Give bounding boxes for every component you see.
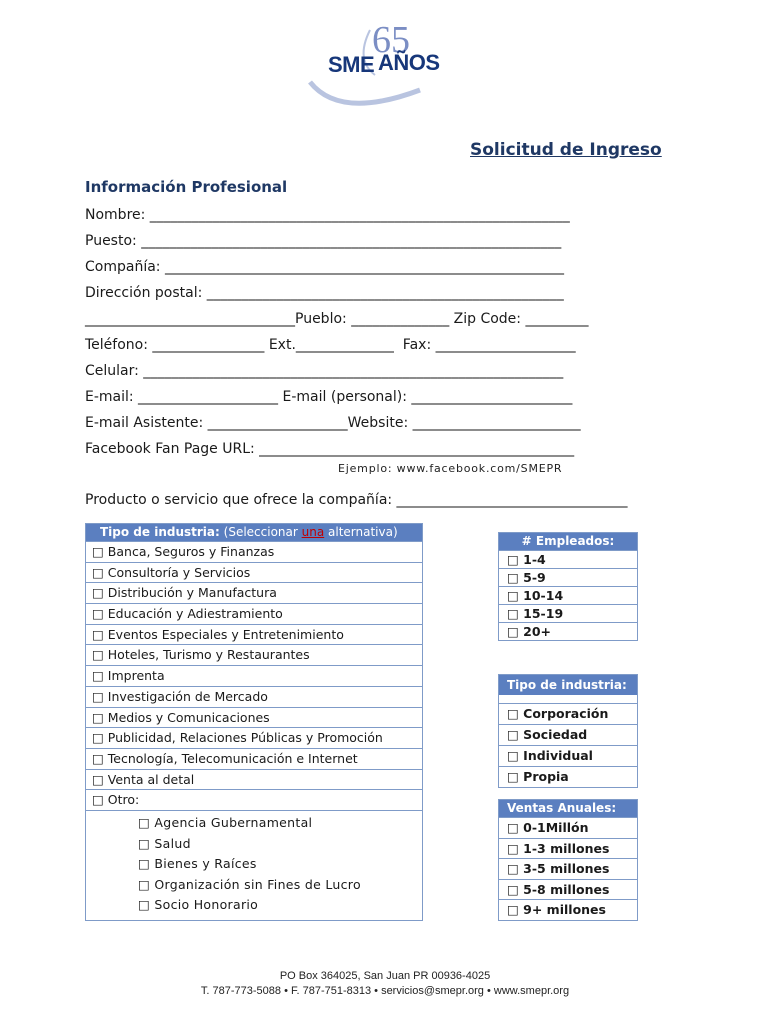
footer-address: PO Box 364025, San Juan PR 00936-4025 (279, 970, 491, 982)
industry-option[interactable]: □ Investigación de Mercado (86, 686, 422, 707)
sales-option[interactable]: □ 5-8 millones (499, 879, 637, 900)
company-type-option[interactable]: □ Propia (499, 766, 637, 787)
industry-option[interactable]: □ Publicidad, Relaciones Públicas y Promoción (86, 727, 422, 748)
industry-option[interactable]: □ Consultoría y Servicios (86, 562, 422, 583)
industry-header-pre: (Seleccionar (223, 525, 302, 539)
industry-option[interactable]: □ Distribución y Manufactura (86, 582, 422, 603)
industry-option[interactable]: □ Imprenta (86, 665, 422, 686)
employees-option[interactable]: □ 20+ (499, 622, 637, 640)
employees-option[interactable]: □ 10-14 (499, 586, 637, 604)
industry-suboption[interactable]: □ Salud (138, 835, 191, 851)
footer-contact: T. 787-773-5088 • F. 787-751-8313 • servicios@smepr.org • www.smepr.org (200, 985, 570, 997)
industry-header-label: Tipo de industria: (100, 525, 220, 539)
sme-65-anos-logo (300, 20, 440, 110)
company-type-spacer (499, 695, 637, 703)
industry-table (85, 523, 423, 921)
industry-header-emphasis: una (301, 525, 325, 539)
sales-header: Ventas Anuales: (499, 800, 637, 817)
field-telefono[interactable]: Teléfono: ________________ Ext.______________ Fax: ____________________ (85, 337, 576, 353)
employees-option[interactable]: □ 1-4 (499, 550, 637, 568)
field-compania[interactable]: Compañía: _________________________________________________________ (85, 259, 564, 275)
field-email-asistente[interactable]: E-mail Asistente: ____________________Website: ________________________ (85, 415, 581, 431)
section-title: Información Profesional (85, 178, 288, 196)
logo-brand: SME (328, 52, 375, 77)
employees-header: # Empleados: (499, 533, 637, 550)
industry-table-header (86, 524, 422, 541)
industry-option[interactable]: □ Medios y Comunicaciones (86, 707, 422, 728)
field-email[interactable]: E-mail: ____________________ E-mail (personal): _______________________ (85, 389, 573, 405)
logo-anos: AÑOS (378, 50, 440, 75)
page-title: Solicitud de Ingreso (470, 140, 662, 160)
industry-option[interactable]: □ Venta al detal (86, 769, 422, 790)
industry-option[interactable]: □ Banca, Seguros y Finanzas (86, 541, 422, 562)
industry-suboption[interactable]: □ Socio Honorario (138, 897, 259, 913)
employees-option[interactable]: □ 5-9 (499, 568, 637, 586)
industry-option-otro[interactable]: □ Otro: (86, 789, 422, 810)
sales-box (498, 799, 638, 921)
company-type-option[interactable]: □ Corporación (499, 703, 637, 724)
sales-option[interactable]: □ 0-1Millón (499, 817, 637, 838)
industry-other-options (86, 810, 422, 920)
sales-option[interactable]: □ 3-5 millones (499, 858, 637, 879)
field-puesto[interactable]: Puesto: ____________________________________________________________ (85, 233, 562, 249)
company-type-header: Tipo de industria: (499, 675, 637, 695)
company-type-box (498, 674, 638, 788)
industry-option[interactable]: □ Hoteles, Turismo y Restaurantes (86, 644, 422, 665)
employees-option[interactable]: □ 15-19 (499, 604, 637, 622)
field-direccion[interactable]: Dirección postal: ___________________________________________________ (85, 285, 564, 301)
employees-box (498, 532, 638, 641)
field-producto[interactable]: Producto o servicio que ofrece la compañía: _________________________________ (85, 492, 628, 508)
field-facebook[interactable]: Facebook Fan Page URL: _____________________________________________ (85, 441, 575, 457)
industry-option[interactable]: □ Tecnología, Telecomunicación e Internet (86, 748, 422, 769)
industry-suboption[interactable]: □ Bienes y Raíces (138, 856, 257, 872)
logo-number: 65 (372, 19, 410, 61)
field-nombre[interactable]: Nombre: ____________________________________________________________ (85, 207, 570, 223)
sales-option[interactable]: □ 9+ millones (499, 899, 637, 920)
industry-suboption[interactable]: □ Organización sin Fines de Lucro (138, 876, 361, 892)
facebook-example: Ejemplo: www.facebook.com/SMEPR (338, 462, 563, 475)
industry-option[interactable]: □ Eventos Especiales y Entretenimiento (86, 624, 422, 645)
industry-suboption[interactable]: □ Agencia Gubernamental (138, 814, 313, 830)
field-celular[interactable]: Celular: ____________________________________________________________ (85, 363, 564, 379)
industry-header-post: alternativa) (324, 525, 398, 539)
sales-option[interactable]: □ 1-3 millones (499, 838, 637, 859)
company-type-option[interactable]: □ Individual (499, 745, 637, 766)
company-type-option[interactable]: □ Sociedad (499, 724, 637, 745)
field-pueblo-zip[interactable]: ______________________________Pueblo: ______________ Zip Code: _________ (85, 311, 589, 327)
industry-option[interactable]: □ Educación y Adiestramiento (86, 603, 422, 624)
